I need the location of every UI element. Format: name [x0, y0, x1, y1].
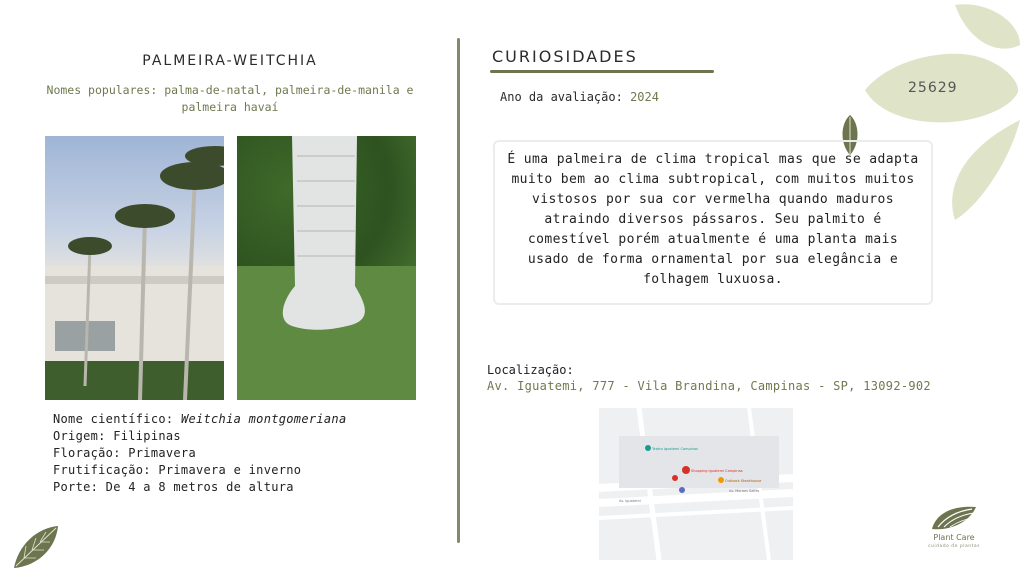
plant-facts: [53, 411, 346, 496]
location-address: Av. Iguatemi, 777 - Vila Brandina, Campinas - SP, 13092-902: [487, 379, 931, 393]
plant-care-logo-icon: [930, 503, 980, 533]
bottom-leaf-icon: [10, 522, 62, 572]
map-label-poi2: Shopping Iguatemi Campinas: [691, 469, 743, 473]
map-label-road1: Av. Iguatemi: [619, 499, 641, 503]
curiosities-title: CURIOSIDADES: [492, 47, 638, 66]
popular-names-label: Nomes populares:: [46, 83, 158, 97]
scientific-name-row: [53, 411, 346, 428]
palm-photo-trunk: [237, 136, 416, 400]
logo-tagline: cuidado de plantas: [928, 544, 980, 549]
map-pin-icon: [682, 466, 690, 474]
map-label-poi3: Outback Steakhouse: [725, 479, 762, 483]
evaluation-year-label: Ano da avaliação:: [500, 90, 623, 104]
leaf-shape: [955, 4, 1020, 48]
leaf-shape: [952, 120, 1020, 220]
popular-names-value: palma-de-natal, palmeira-de-manila e palmeira havaí: [164, 83, 414, 114]
popular-names: [30, 82, 430, 116]
curiosities-underline: [490, 70, 714, 73]
logo-name: Plant Care: [933, 533, 975, 542]
flowering-row: Floração: Primavera: [53, 446, 196, 460]
origin-row: Origem: Filipinas: [53, 429, 181, 443]
map-label-road2: Av. Moraes Salles: [729, 489, 760, 493]
evaluation-year-value: 2024: [630, 90, 659, 104]
plant-title: PALMEIRA-WEITCHIA: [142, 53, 318, 69]
size-row: Porte: De 4 a 8 metros de altura: [53, 480, 294, 494]
curiosities-text: É uma palmeira de clima tropical mas que se adapta muito bem ao clima subtropical, com muitos muitos vistosos por sua cor vermelha quando maduros atraindo diversos pássaros. Seu palmito é comestível porém atualmente é uma planta mais usado de forma ornamental por sua elegância e folhagem luxuosa.: [493, 140, 933, 305]
scientific-name-value: Weitchia montgomeriana: [180, 412, 347, 426]
location-label: Localização:: [487, 363, 574, 377]
column-divider: [457, 38, 460, 543]
fruiting-row: Frutificação: Primavera e inverno: [53, 463, 302, 477]
evaluation-year: [500, 90, 659, 104]
map-label-poi1: Teatro Iguatemi Campinas: [652, 447, 698, 451]
location-map[interactable]: [599, 408, 793, 560]
scientific-name-label: Nome científico:: [53, 412, 174, 426]
palm-photo-building: [45, 136, 224, 400]
plant-code: 25629: [908, 80, 958, 96]
